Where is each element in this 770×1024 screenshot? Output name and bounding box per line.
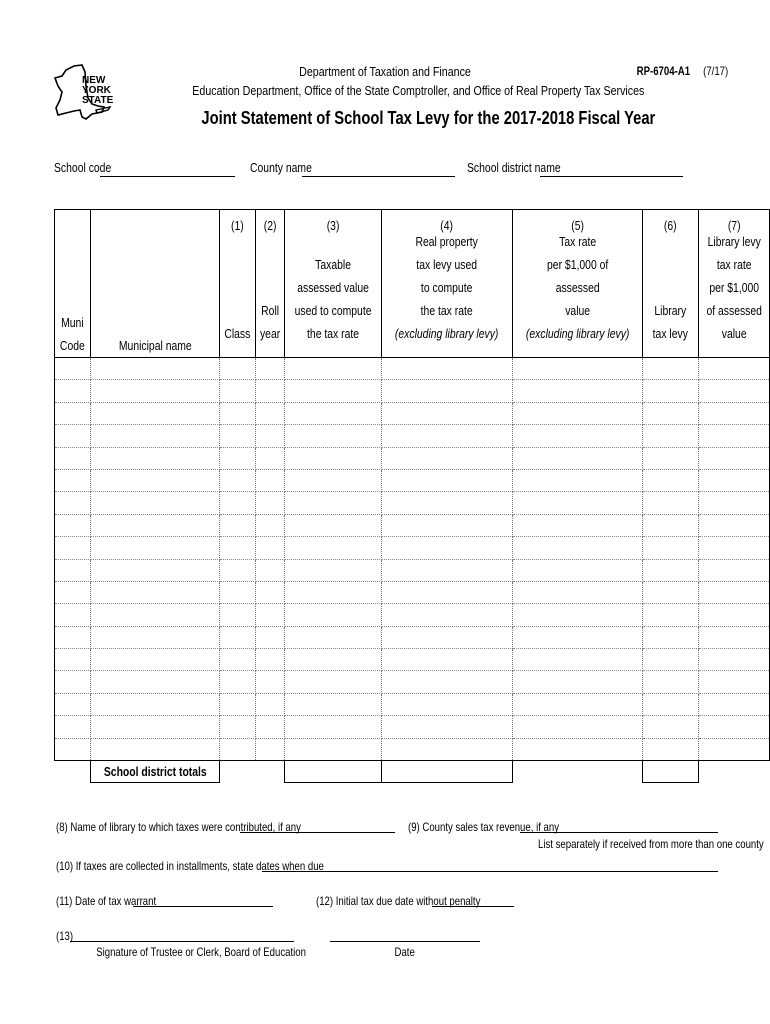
dept-line-1: Department of Taxation and Finance xyxy=(299,64,471,79)
form-id: RP-6704-A1 (7/17) xyxy=(636,64,729,78)
table-row xyxy=(55,738,770,760)
totals-levy-field[interactable] xyxy=(382,761,512,783)
table-row xyxy=(55,425,770,447)
table-cell[interactable] xyxy=(55,425,91,447)
table-cell[interactable] xyxy=(643,581,699,603)
levy-table xyxy=(54,209,770,783)
table-cell[interactable] xyxy=(382,492,512,514)
col-header-real-property-levy: (4) Real property tax levy used to compute the tax rate (excluding library levy) xyxy=(382,210,512,358)
table-cell[interactable] xyxy=(256,693,285,715)
new-york-state-logo xyxy=(52,64,112,129)
table-cell[interactable] xyxy=(382,693,512,715)
totals-blank-library-rate xyxy=(698,761,769,783)
table-cell[interactable] xyxy=(90,693,220,715)
installment-dates-field[interactable] xyxy=(262,871,718,872)
table-cell[interactable] xyxy=(256,358,285,380)
col-header-muni-code: Muni Code xyxy=(55,210,91,358)
table-cell[interactable] xyxy=(256,469,285,491)
table-cell[interactable] xyxy=(382,671,512,693)
table-cell[interactable] xyxy=(256,671,285,693)
table-cell[interactable] xyxy=(90,716,220,738)
signature-field[interactable] xyxy=(70,941,294,942)
table-cell[interactable] xyxy=(382,738,512,760)
table-cell[interactable] xyxy=(643,738,699,760)
item-9-label: (9) County sales tax revenue, if any xyxy=(408,820,560,834)
item-9-note: List separately if received from more than one county xyxy=(538,837,764,851)
table-cell[interactable] xyxy=(285,649,382,671)
totals-spacer xyxy=(55,761,91,783)
table-header-row xyxy=(55,210,770,358)
table-cell[interactable] xyxy=(512,716,642,738)
table-cell[interactable] xyxy=(643,380,699,402)
table-cell[interactable] xyxy=(382,447,512,469)
totals-taxable-value-field[interactable] xyxy=(285,761,382,783)
table-cell[interactable] xyxy=(220,514,256,536)
table-cell[interactable] xyxy=(285,559,382,581)
table-cell[interactable] xyxy=(512,693,642,715)
table-cell[interactable] xyxy=(256,559,285,581)
table-cell[interactable] xyxy=(220,469,256,491)
table-cell[interactable] xyxy=(55,716,91,738)
table-cell[interactable] xyxy=(285,425,382,447)
table-row xyxy=(55,671,770,693)
table-cell[interactable] xyxy=(382,469,512,491)
item-8-label: (8) Name of library to which taxes were contributed, if any xyxy=(56,820,301,834)
table-cell[interactable] xyxy=(55,402,91,424)
table-row xyxy=(55,514,770,536)
table-cell[interactable] xyxy=(512,469,642,491)
table-cell[interactable] xyxy=(256,716,285,738)
totals-blank-class xyxy=(220,761,256,783)
table-cell[interactable] xyxy=(256,514,285,536)
table-cell[interactable] xyxy=(90,514,220,536)
table-cell[interactable] xyxy=(90,425,220,447)
logo-text-line2: YORK xyxy=(82,85,111,96)
table-cell[interactable] xyxy=(698,559,769,581)
table-cell[interactable] xyxy=(90,492,220,514)
table-cell[interactable] xyxy=(90,671,220,693)
initial-due-date-field[interactable] xyxy=(432,906,514,907)
totals-label: School district totals xyxy=(90,761,220,783)
date-label: Date xyxy=(394,945,416,959)
logo-text-line3: STATE xyxy=(82,95,114,106)
table-cell[interactable] xyxy=(512,514,642,536)
table-cell[interactable] xyxy=(382,380,512,402)
table-cell[interactable] xyxy=(220,559,256,581)
table-cell[interactable] xyxy=(382,581,512,603)
table-cell[interactable] xyxy=(382,716,512,738)
table-cell[interactable] xyxy=(285,380,382,402)
table-cell[interactable] xyxy=(90,358,220,380)
tax-warrant-date-field[interactable] xyxy=(133,906,273,907)
table-cell[interactable] xyxy=(256,380,285,402)
date-field[interactable] xyxy=(330,941,480,942)
county-name-field[interactable] xyxy=(302,176,455,177)
table-row xyxy=(55,492,770,514)
table-cell[interactable] xyxy=(220,358,256,380)
table-cell[interactable] xyxy=(698,358,769,380)
table-cell[interactable] xyxy=(643,425,699,447)
table-cell[interactable] xyxy=(285,537,382,559)
table-cell[interactable] xyxy=(382,649,512,671)
table-cell[interactable] xyxy=(220,738,256,760)
table-cell[interactable] xyxy=(512,447,642,469)
table-cell[interactable] xyxy=(512,581,642,603)
table-cell[interactable] xyxy=(55,447,91,469)
table-cell[interactable] xyxy=(285,447,382,469)
table-cell[interactable] xyxy=(382,514,512,536)
table-cell[interactable] xyxy=(643,649,699,671)
signature-label: Signature of Trustee or Clerk, Board of Education xyxy=(96,945,306,959)
col-header-library-rate: (7) Library levy tax rate per $1,000 of assessed value xyxy=(698,210,769,358)
table-cell[interactable] xyxy=(512,604,642,626)
table-cell[interactable] xyxy=(285,581,382,603)
totals-row xyxy=(55,761,770,783)
table-cell[interactable] xyxy=(285,716,382,738)
table-cell[interactable] xyxy=(285,358,382,380)
table-cell[interactable] xyxy=(220,402,256,424)
table-cell[interactable] xyxy=(643,604,699,626)
table-cell[interactable] xyxy=(382,358,512,380)
table-cell[interactable] xyxy=(512,358,642,380)
table-cell[interactable] xyxy=(512,537,642,559)
table-row xyxy=(55,469,770,491)
item-11-label: (11) Date of tax warrant xyxy=(56,894,157,908)
table-cell[interactable] xyxy=(220,447,256,469)
table-cell[interactable] xyxy=(220,581,256,603)
table-cell[interactable] xyxy=(698,649,769,671)
table-cell[interactable] xyxy=(285,671,382,693)
col-header-tax-rate: (5) Tax rate per $1,000 of assessed value (excluding library levy) xyxy=(512,210,642,358)
school-district-field[interactable] xyxy=(540,176,683,177)
table-cell[interactable] xyxy=(55,604,91,626)
table-cell[interactable] xyxy=(643,469,699,491)
table-cell[interactable] xyxy=(382,626,512,648)
table-cell[interactable] xyxy=(256,537,285,559)
col-header-roll-year: (2) Roll year xyxy=(256,210,285,358)
table-row xyxy=(55,626,770,648)
table-cell[interactable] xyxy=(90,581,220,603)
table-cell[interactable] xyxy=(55,626,91,648)
table-cell[interactable] xyxy=(382,537,512,559)
table-cell[interactable] xyxy=(256,581,285,603)
table-cell[interactable] xyxy=(698,380,769,402)
table-row xyxy=(55,358,770,380)
library-name-field[interactable] xyxy=(240,832,395,833)
table-cell[interactable] xyxy=(512,425,642,447)
table-cell[interactable] xyxy=(382,425,512,447)
table-cell[interactable] xyxy=(382,604,512,626)
table-cell[interactable] xyxy=(698,492,769,514)
table-cell[interactable] xyxy=(55,492,91,514)
table-cell[interactable] xyxy=(698,716,769,738)
table-cell[interactable] xyxy=(285,469,382,491)
school-code-label: School code xyxy=(54,160,112,175)
table-cell[interactable] xyxy=(285,626,382,648)
table-cell[interactable] xyxy=(698,514,769,536)
table-cell[interactable] xyxy=(90,738,220,760)
table-cell[interactable] xyxy=(512,626,642,648)
table-cell[interactable] xyxy=(220,492,256,514)
table-cell[interactable] xyxy=(643,537,699,559)
table-cell[interactable] xyxy=(55,738,91,760)
table-cell[interactable] xyxy=(698,425,769,447)
table-cell[interactable] xyxy=(220,671,256,693)
table-cell[interactable] xyxy=(643,693,699,715)
table-cell[interactable] xyxy=(698,537,769,559)
table-cell[interactable] xyxy=(220,716,256,738)
table-cell[interactable] xyxy=(55,514,91,536)
dept-line-2: Education Department, Office of the State Comptroller, and Office of Real Property Tax Services xyxy=(192,83,645,98)
sales-tax-field[interactable] xyxy=(520,832,718,833)
table-cell[interactable] xyxy=(643,671,699,693)
table-cell[interactable] xyxy=(698,738,769,760)
table-cell[interactable] xyxy=(698,604,769,626)
table-cell[interactable] xyxy=(643,402,699,424)
table-cell[interactable] xyxy=(256,604,285,626)
table-cell[interactable] xyxy=(512,738,642,760)
table-cell[interactable] xyxy=(90,559,220,581)
table-cell[interactable] xyxy=(698,671,769,693)
table-cell[interactable] xyxy=(512,559,642,581)
table-cell[interactable] xyxy=(220,626,256,648)
item-12-label: (12) Initial tax due date without penalty xyxy=(316,894,481,908)
col-header-taxable-assessed-value: (3) Taxable assessed value used to compute the tax rate xyxy=(285,210,382,358)
table-cell[interactable] xyxy=(90,604,220,626)
table-cell[interactable] xyxy=(90,402,220,424)
col-header-class: (1) Class xyxy=(220,210,256,358)
school-code-field[interactable] xyxy=(100,176,235,177)
page-title: Joint Statement of School Tax Levy for the 2017-2018 Fiscal Year xyxy=(201,108,656,128)
table-cell[interactable] xyxy=(256,649,285,671)
table-row xyxy=(55,380,770,402)
item-10-label: (10) If taxes are collected in installments, state dates when due xyxy=(56,859,324,873)
table-cell[interactable] xyxy=(643,492,699,514)
table-cell[interactable] xyxy=(698,402,769,424)
table-cell[interactable] xyxy=(55,581,91,603)
item-13-label: (13) xyxy=(56,929,74,943)
table-cell[interactable] xyxy=(643,716,699,738)
table-cell[interactable] xyxy=(90,626,220,648)
table-cell[interactable] xyxy=(256,738,285,760)
table-row xyxy=(55,402,770,424)
table-cell[interactable] xyxy=(220,604,256,626)
table-row xyxy=(55,716,770,738)
table-cell[interactable] xyxy=(256,626,285,648)
table-cell[interactable] xyxy=(643,559,699,581)
table-cell[interactable] xyxy=(698,581,769,603)
table-cell[interactable] xyxy=(220,693,256,715)
table-cell[interactable] xyxy=(220,649,256,671)
table-row xyxy=(55,447,770,469)
table-cell[interactable] xyxy=(285,514,382,536)
col-header-library-levy: (6) Library tax levy xyxy=(643,210,699,358)
table-cell[interactable] xyxy=(90,469,220,491)
table-row xyxy=(55,537,770,559)
table-cell[interactable] xyxy=(698,693,769,715)
table-cell[interactable] xyxy=(512,649,642,671)
table-cell[interactable] xyxy=(698,626,769,648)
table-cell[interactable] xyxy=(220,380,256,402)
table-cell[interactable] xyxy=(55,358,91,380)
table-cell[interactable] xyxy=(55,469,91,491)
table-cell[interactable] xyxy=(55,537,91,559)
table-row xyxy=(55,581,770,603)
table-cell[interactable] xyxy=(256,492,285,514)
totals-blank-rate xyxy=(512,761,642,783)
table-cell[interactable] xyxy=(90,537,220,559)
table-cell[interactable] xyxy=(285,402,382,424)
table-cell[interactable] xyxy=(220,537,256,559)
table-cell[interactable] xyxy=(643,514,699,536)
table-cell[interactable] xyxy=(698,447,769,469)
table-row xyxy=(55,559,770,581)
table-cell[interactable] xyxy=(643,358,699,380)
table-cell[interactable] xyxy=(512,380,642,402)
table-cell[interactable] xyxy=(90,447,220,469)
table-cell[interactable] xyxy=(90,649,220,671)
table-cell[interactable] xyxy=(55,693,91,715)
table-cell[interactable] xyxy=(256,447,285,469)
col-header-municipal-name: Municipal name xyxy=(90,210,220,358)
table-cell[interactable] xyxy=(55,559,91,581)
county-name-label: County name xyxy=(250,160,312,175)
school-district-label: School district name xyxy=(467,160,561,175)
table-cell[interactable] xyxy=(512,402,642,424)
table-cell[interactable] xyxy=(55,649,91,671)
table-cell[interactable] xyxy=(55,671,91,693)
table-cell[interactable] xyxy=(256,425,285,447)
table-cell[interactable] xyxy=(512,671,642,693)
table-cell[interactable] xyxy=(698,469,769,491)
table-cell[interactable] xyxy=(512,492,642,514)
table-cell[interactable] xyxy=(382,402,512,424)
table-cell[interactable] xyxy=(55,380,91,402)
table-cell[interactable] xyxy=(220,425,256,447)
table-cell[interactable] xyxy=(90,380,220,402)
table-cell[interactable] xyxy=(382,559,512,581)
table-row xyxy=(55,693,770,715)
table-cell[interactable] xyxy=(256,402,285,424)
table-cell[interactable] xyxy=(285,693,382,715)
table-cell[interactable] xyxy=(643,626,699,648)
totals-blank-roll xyxy=(256,761,285,783)
table-cell[interactable] xyxy=(285,492,382,514)
totals-library-levy-field[interactable] xyxy=(643,761,699,783)
table-row xyxy=(55,649,770,671)
table-cell[interactable] xyxy=(285,604,382,626)
table-cell[interactable] xyxy=(643,447,699,469)
table-row xyxy=(55,604,770,626)
logo-text-line1: NEW xyxy=(82,75,106,86)
table-cell[interactable] xyxy=(285,738,382,760)
